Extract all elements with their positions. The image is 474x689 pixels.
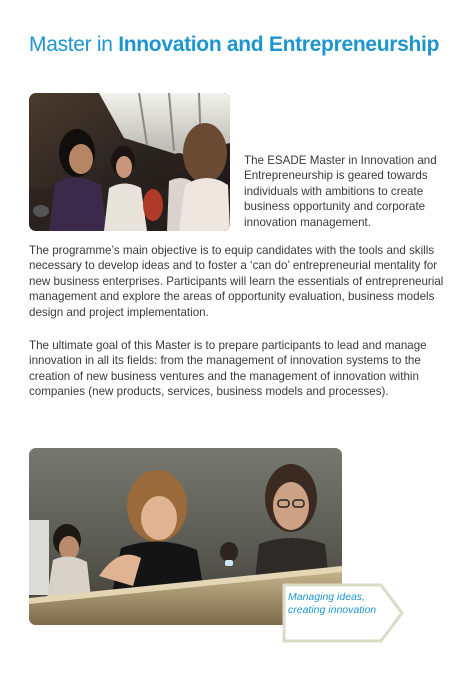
page-title (29, 31, 459, 59)
title-program-name: Innovation and Entrepreneurship (118, 33, 440, 56)
objective-paragraph: The programme’s main objective is to equip candidates with the tools and skills necessary to develop ideas and to foster a ‘can do’ entrepreneurial mentality for new business enterprises. Participants will learn the essentials of entrepreneurial management and explore the areas of opportunity evaluation, business models design and project implementation. (29, 244, 444, 319)
intro-paragraph: The ESADE Master in Innovation and Entrepreneurship is geared towards individuals with ambitions to create business opportunity and corporate innovation management. (244, 154, 437, 229)
caption-line-2: creating innovation (288, 604, 377, 616)
caption-tag-text (288, 591, 388, 617)
photo-students-networking (29, 93, 230, 231)
goal-paragraph: The ultimate goal of this Master is to prepare participants to lead and manage innovation in all its fields: from the management of innovation systems to the creation of new business ventures and the management of innovation within companies (new products, services, business models and processes). (29, 339, 427, 399)
caption-tag (281, 582, 407, 644)
title-prefix: Master in (29, 33, 119, 56)
caption-line-1: Managing ideas, (288, 591, 366, 603)
